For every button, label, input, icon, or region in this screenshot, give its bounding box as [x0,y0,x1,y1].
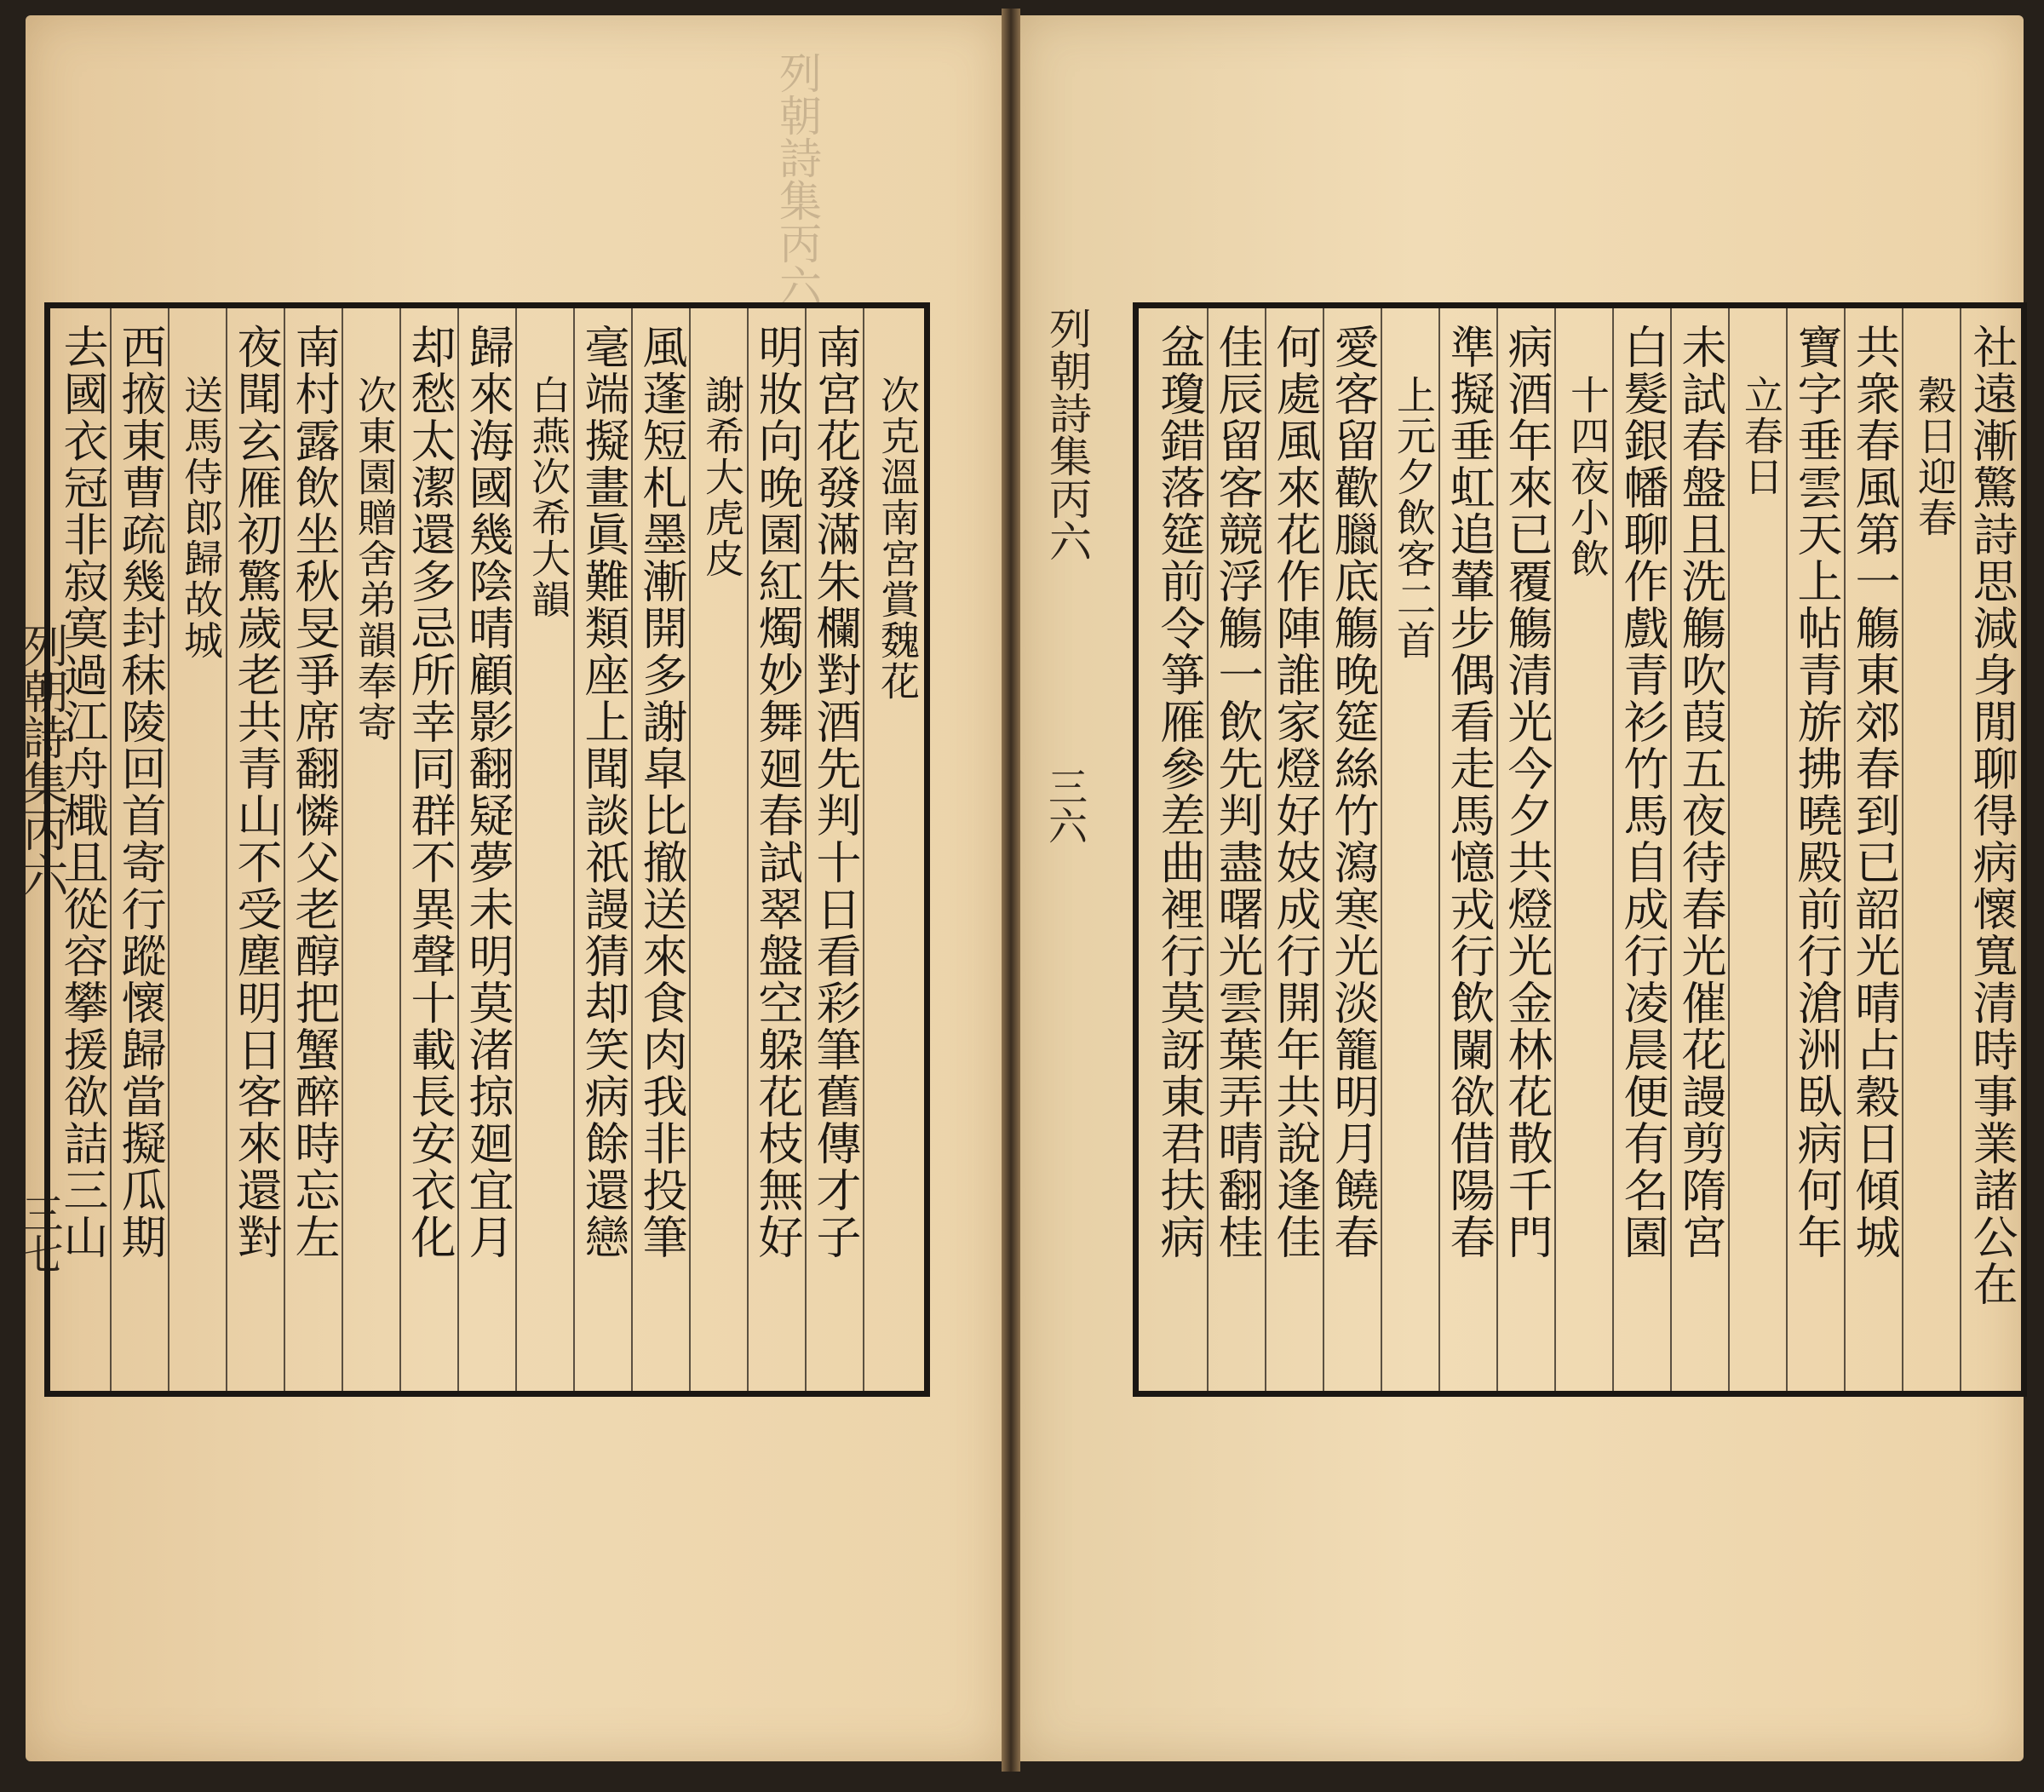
verse-column: 明妝向晚園紅燭妙舞廻春試翠盤空躱花枝無好 [751,324,803,1261]
poem-title: 立春日 [1738,375,1784,497]
verse-column: 未試春盤且洗觴吹葭五夜待春光催花謾剪隋宮 [1674,324,1726,1261]
column-rule [1265,308,1266,1391]
verse-column: 白髮銀幡聊作戲青衫竹馬自成行凌晨便有名園 [1616,324,1668,1261]
poem-title: 白燕次希大韻 [525,375,571,620]
poem-title: 穀日迎春 [1912,375,1958,538]
poem-title: 上元夕飲客二首 [1391,375,1437,661]
column-rule [1554,308,1556,1391]
verse-column: 歸來海國幾陰晴顧影翻疑夢未明莫渚掠廻宜月 [462,324,514,1261]
column-rule [573,308,575,1391]
right-margin-folio: 三六 [1042,767,1088,845]
column-rule [1786,308,1788,1391]
column-rule [1323,308,1324,1391]
verse-column: 盆瓊錯落筵前令箏雁參差曲裡行莫訝東君扶病 [1153,324,1205,1261]
poem-title: 十四夜小飲 [1565,375,1611,579]
poem-title: 謝希大虎皮 [699,375,745,579]
right-text-block [1133,302,2027,1397]
verse-column: 何處風來花作陣誰家燈好妓成行開年共說逢佳 [1269,324,1321,1261]
verse-column: 愛客留歡臘底觴晚筵絲竹瀉寒光淡籠明月饒春 [1327,324,1379,1261]
verse-column: 却愁太潔還多忌所幸同群不異聲十載長安衣化 [404,324,456,1261]
poem-title: 次克溫南宮賞魏花 [875,375,921,702]
verse-column: 社遠漸驚詩思減身閒聊得病懷寬清時事業諸公在 [1966,324,2018,1307]
column-rule [1612,308,1614,1391]
column-rule [168,308,169,1391]
verse-column: 毫端擬畫眞難類座上聞談祇謾猜却笑病餘還戀 [577,324,629,1261]
column-rule [631,308,633,1391]
left-text-block [44,302,930,1397]
left-margin-folio: 三七 [15,1192,63,1274]
poem-title: 次東園贈舍弟韻奉寄 [352,375,398,743]
column-rule [457,308,459,1391]
verse-column: 夜聞玄雁初驚歲老共青山不受塵明日客來還對 [230,324,282,1261]
right-margin-label: 列朝詩集丙六 [1042,307,1092,562]
verse-column: 風蓬短札墨漸開多謝皐比撤送來食肉我非投筆 [635,324,687,1261]
column-rule [1670,308,1672,1391]
column-rule [515,308,517,1391]
verse-column: 共衆春風第一觴東郊春到已韶光晴占穀日傾城 [1848,324,1900,1261]
left-margin-label: 列朝詩集丙六 [15,622,69,898]
bleed-through-text: 列朝詩集丙六 [772,51,822,307]
poem-title: 送馬侍郎歸故城 [178,375,224,661]
column-rule [342,308,343,1391]
verse-column: 病酒年來已覆觴清光今夕共燈光金林花散千門 [1501,324,1553,1261]
column-rule [747,308,749,1391]
column-rule [1496,308,1498,1391]
column-rule [689,308,691,1391]
verse-column: 寶字垂雲天上帖青旂拂曉殿前行滄洲臥病何年 [1790,324,1842,1261]
column-rule [1902,308,1903,1391]
column-rule [226,308,227,1391]
column-rule [805,308,807,1391]
column-rule [863,308,864,1391]
column-rule [399,308,401,1391]
column-rule [1438,308,1440,1391]
column-rule [110,308,112,1391]
column-rule [284,308,285,1391]
book-spine [1002,9,1020,1772]
column-rule [1960,308,1961,1391]
verse-column: 西掖東曹疏幾封秣陵回首寄行蹤懷歸當擬瓜期 [114,324,166,1261]
verse-column: 準擬垂虹追輦步偶看走馬憶戎行飲闌欲借陽春 [1443,324,1495,1261]
verse-column: 佳辰留客競浮觴一飲先判盡曙光雲葉弄晴翻桂 [1211,324,1263,1261]
verse-column: 南村露飲坐秋旻爭席翻憐父老醇把蟹醉時忘左 [288,324,340,1261]
column-rule [1381,308,1382,1391]
column-rule [1207,308,1209,1391]
verse-column: 南宮花發滿朱欄對酒先判十日看彩筆舊傳才子 [809,324,861,1261]
verse-column: 去國衣冠非寂寞過江舟檝且從容攀援欲詰三山 [56,324,108,1261]
column-rule [1844,308,1846,1391]
column-rule [1728,308,1730,1391]
